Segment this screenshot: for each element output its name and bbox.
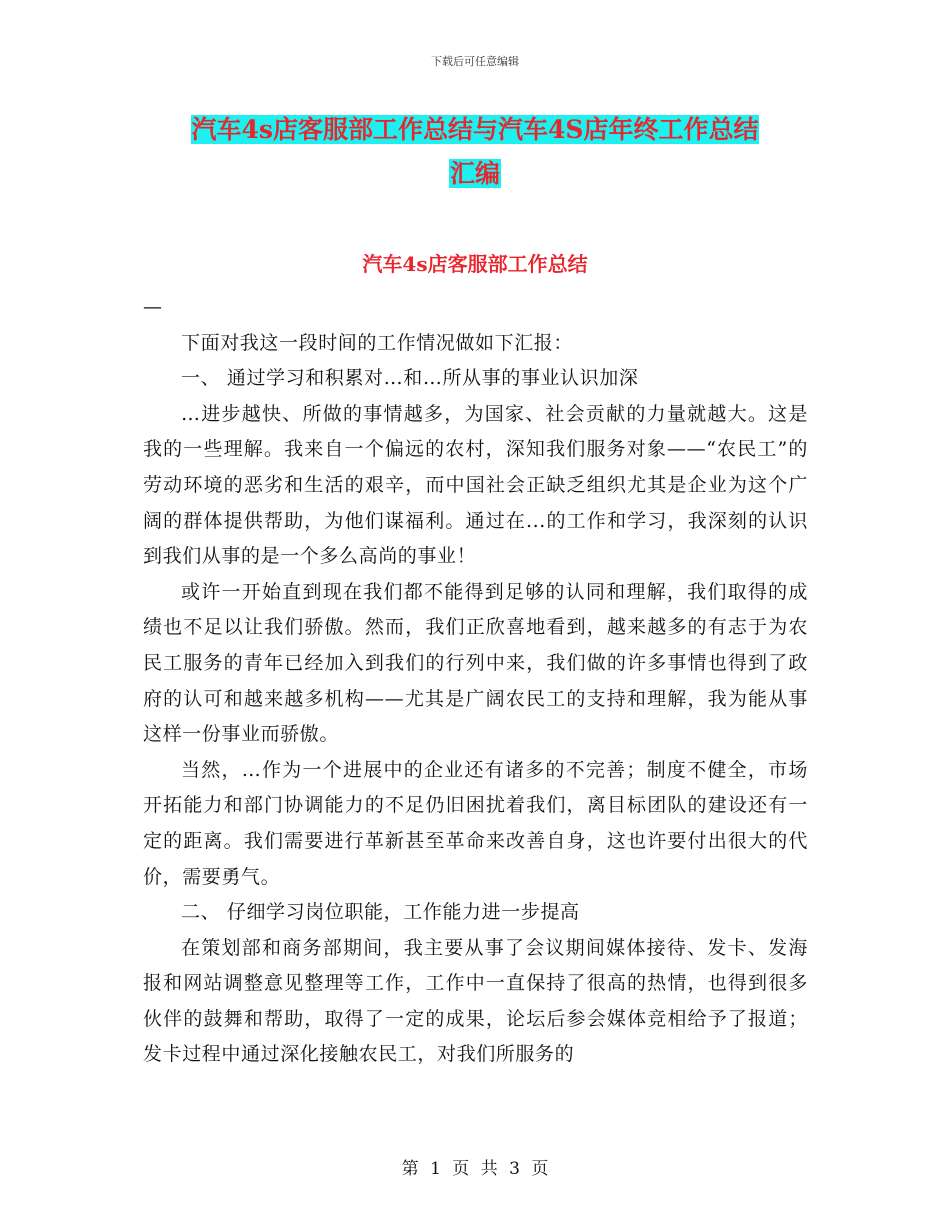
paragraph-body-2: 或许一开始直到现在我们都不能得到足够的认同和理解，我们取得的成绩也不足以让我们骄傲。然而，我们正欣喜地看到，越来越多的有志于为农民工服务的青年已经加入到我们的行列中来，我们做的许多事情也得到了政府的认可和越来越多机构——尤其是广阔农民工的支持和理解，我为能从事这样一份事业而骄傲。 bbox=[143, 580, 808, 746]
paragraph-body-4: 在策划部和商务部期间，我主要从事了会议期间媒体接待、发卡、发海报和网站调整意见整理等工作，工作中一直保持了很高的热情，也得到很多伙伴的鼓舞和帮助，取得了一定的成果，论坛后参会媒体竞相给予了报道；发卡过程中通过深化接触农民工，对我们所服务的 bbox=[143, 936, 808, 1066]
paragraph-dash: — bbox=[143, 296, 163, 318]
document-title-line-2: 汇编 bbox=[449, 159, 500, 188]
header-note: 下载后可任意编辑 bbox=[431, 55, 519, 68]
paragraph-body-1: …进步越快、所做的事情越多，为国家、社会贡献的力量就越大。这是我的一些理解。我来自一个偏远的农村，深知我们服务对象——“农民工”的劳动环境的恶劣和生活的艰辛，而中国社会正缺乏组织尤其是企业为这个广阔的群体提供帮助，为他们谋福利。通过在...的工作和学习，我深刻的认识到我们从事的是一个多么高尚的事业！ bbox=[143, 402, 808, 568]
document-title-line-1: 汽车4s店客服部工作总结与汽车4S店年终工作总结 bbox=[191, 115, 759, 144]
paragraph-heading-1: 一、 通过学习和积累对…和…所从事的事业认识加深 bbox=[181, 367, 639, 390]
paragraph-body-3: 当然，…作为一个进展中的企业还有诸多的不完善；制度不健全，市场开拓能力和部门协调能力的不足仍旧困扰着我们，离目标团队的建设还有一定的距离。我们需要进行革新甚至革命来改善自身，这也许要付出很大的代价，需要勇气。 bbox=[143, 758, 808, 888]
paragraph-heading-2: 二、 仔细学习岗位职能，工作能力进一步提高 bbox=[181, 901, 580, 924]
page-number-footer: 第 1 页 共 3 页 bbox=[401, 1159, 549, 1179]
document-title bbox=[140, 108, 810, 196]
body-text bbox=[143, 290, 808, 1073]
section-title: 汽车4s店客服部工作总结 bbox=[362, 252, 588, 276]
paragraph-intro: 下面对我这一段时间的工作情况做如下汇报： bbox=[181, 331, 574, 354]
